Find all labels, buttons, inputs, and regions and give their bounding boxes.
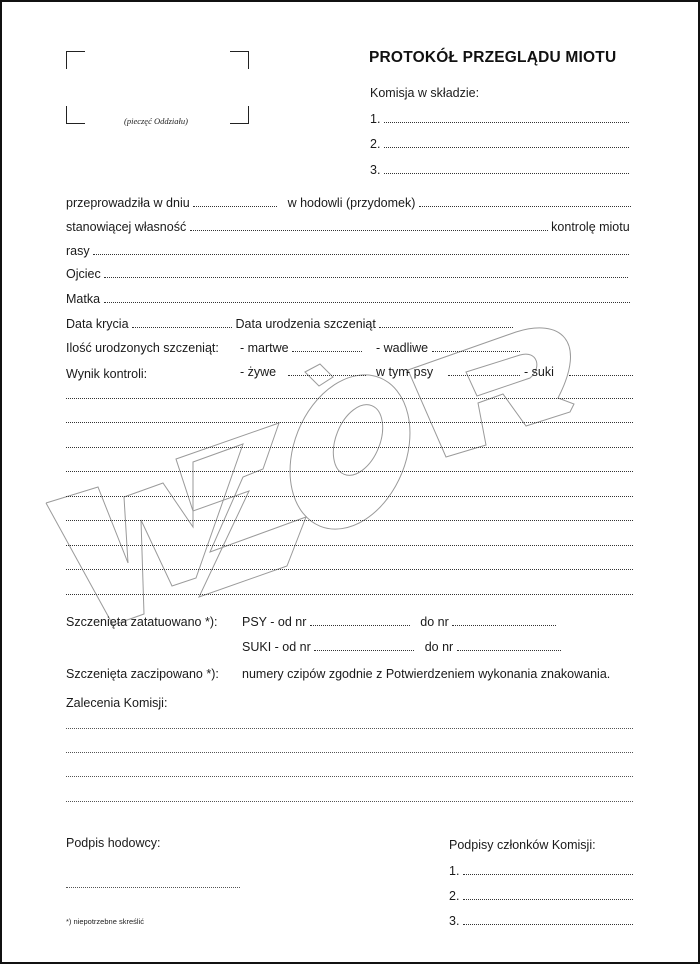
stamp-corner-top-left — [66, 51, 85, 69]
sire-field[interactable] — [104, 277, 628, 278]
mating-date-label: Data krycia — [66, 317, 129, 331]
committee-signature-3-field[interactable] — [449, 914, 633, 928]
tattoo-label: Szczenięta zatatuowano *): — [66, 615, 218, 629]
owned-by-label: stanowiącej własność — [66, 220, 187, 234]
defective-field-group — [376, 341, 520, 355]
tattoo-males-from-label: PSY - od nr — [242, 615, 307, 629]
breed-label: rasy — [66, 244, 90, 258]
defective-field[interactable] — [432, 351, 520, 352]
tattoo-males-to-field[interactable] — [452, 625, 556, 626]
alive-label: - żywe — [240, 365, 277, 379]
result-line[interactable] — [66, 594, 633, 595]
committee-label: Komisja w składzie: — [370, 86, 480, 100]
recommendation-line[interactable] — [66, 728, 633, 729]
committee-member-1-number: 1. — [370, 112, 381, 126]
dead-field[interactable] — [292, 351, 362, 352]
tattoo-males-to-label: do nr — [420, 615, 449, 629]
owner-row — [66, 220, 630, 234]
conducted-date-field[interactable] — [193, 206, 277, 207]
including-label: w tym — [376, 365, 409, 379]
owner-field[interactable] — [190, 230, 548, 231]
breed-row — [66, 244, 629, 258]
dam-field[interactable] — [104, 302, 630, 303]
result-line[interactable] — [66, 398, 633, 399]
result-line[interactable] — [66, 447, 633, 448]
alive-field[interactable] — [288, 365, 366, 379]
stamp-corner-bottom-right — [230, 106, 249, 124]
committee-signature-2-field[interactable] — [449, 889, 633, 903]
tattoo-females-to-field[interactable] — [457, 650, 561, 651]
committee-signature-1-number: 1. — [449, 864, 460, 878]
chip-label: Szczenięta zaczipowano *): — [66, 667, 219, 681]
committee-signature-1-field[interactable] — [449, 864, 633, 878]
committee-member-2-field[interactable] — [370, 137, 629, 151]
defective-label: - wadliwe — [376, 341, 429, 355]
birth-date-field[interactable] — [379, 327, 513, 328]
recommendation-line[interactable] — [66, 801, 633, 802]
recommendation-line[interactable] — [66, 752, 633, 753]
males-label: - psy — [406, 365, 434, 379]
tattoo-females-from-field[interactable] — [314, 650, 414, 651]
result-label: Wynik kontroli: — [66, 367, 148, 381]
breeder-signature-label: Podpis hodowcy: — [66, 836, 161, 850]
dates-row — [66, 317, 513, 331]
result-line[interactable] — [66, 422, 633, 423]
result-line[interactable] — [66, 496, 633, 497]
committee-signatures-label: Podpisy członków Komisji: — [449, 838, 596, 852]
page-title: PROTOKÓŁ PRZEGLĄDU MIOTU — [369, 49, 617, 66]
chip-text: numery czipów zgodnie z Potwierdzeniem wykonania znakowania. — [242, 667, 611, 681]
committee-member-2-number: 2. — [370, 137, 381, 151]
tattoo-females-to-label: do nr — [424, 640, 454, 654]
result-line[interactable] — [66, 471, 633, 472]
born-count-label: Ilość urodzonych szczeniąt: — [66, 341, 219, 355]
dam-label: Matka — [66, 292, 101, 306]
tattoo-females-row — [242, 640, 561, 654]
females-field[interactable] — [569, 365, 633, 379]
dead-field-group — [240, 341, 362, 355]
committee-signature-2-number: 2. — [449, 889, 460, 903]
stamp-label: (pieczęć Oddziału) — [124, 116, 188, 126]
sire-label: Ojciec — [66, 267, 101, 281]
females-label: - suki — [524, 365, 554, 379]
committee-member-3-field[interactable] — [370, 163, 629, 177]
tattoo-males-row — [242, 615, 556, 629]
conducted-row — [66, 196, 631, 210]
recommendations-label: Zalecenia Komisji: — [66, 696, 168, 710]
litter-check-label: kontrolę miotu — [551, 220, 630, 234]
result-line[interactable] — [66, 520, 633, 521]
birth-date-label: Data urodzenia szczeniąt — [235, 317, 376, 331]
tattoo-males-from-field[interactable] — [310, 625, 410, 626]
result-line[interactable] — [66, 545, 633, 546]
stamp-corner-bottom-left — [66, 106, 85, 124]
committee-member-1-field[interactable] — [370, 112, 629, 126]
breed-field[interactable] — [93, 254, 629, 255]
recommendation-line[interactable] — [66, 776, 633, 777]
result-line[interactable] — [66, 569, 633, 570]
males-field[interactable] — [448, 365, 520, 379]
footnote: *) niepotrzebne skreślić — [66, 917, 144, 926]
sire-row — [66, 267, 628, 281]
mating-date-field[interactable] — [132, 327, 232, 328]
committee-member-3-number: 3. — [370, 163, 381, 177]
dam-row — [66, 292, 630, 306]
kennel-field[interactable] — [419, 206, 631, 207]
dead-label: - martwe — [240, 341, 289, 355]
committee-signature-3-number: 3. — [449, 914, 460, 928]
conducted-on-label: przeprowadziła w dniu — [66, 196, 190, 210]
stamp-corner-top-right — [230, 51, 249, 69]
tattoo-females-from-label: SUKI - od nr — [242, 640, 311, 654]
kennel-label: w hodowli (przydomek) — [287, 196, 416, 210]
breeder-signature-field[interactable] — [66, 887, 240, 888]
